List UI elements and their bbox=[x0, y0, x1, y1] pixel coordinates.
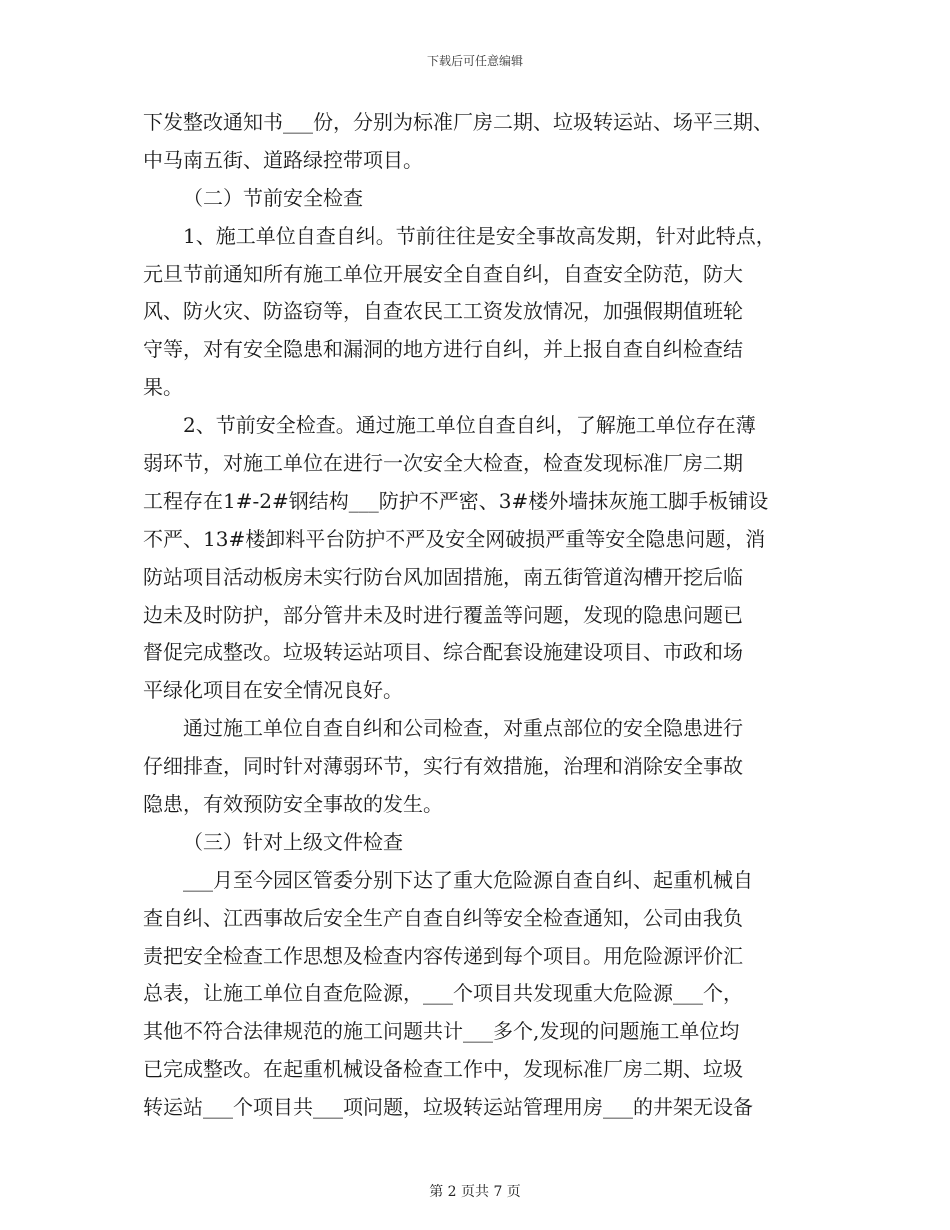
text-line: 仔细排查，同时针对薄弱环节，实行有效措施，治理和消除安全事故 bbox=[143, 754, 743, 779]
text-line: 1、施工单位自查自纠。节前往往是安全事故高发期，针对此特点， bbox=[183, 223, 776, 248]
text-line: 责把安全检查工作思想及检查内容传递到每个项目。用危险源评价汇 bbox=[143, 943, 743, 968]
text-line: 果。 bbox=[143, 375, 183, 400]
text-line: 其他不符合法律规范的施工问题共计___多个,发现的问题施工单位均 bbox=[143, 1019, 740, 1044]
text-line: 边未及时防护，部分管井未及时进行覆盖等问题，发现的隐患问题已 bbox=[143, 602, 743, 627]
text-line: 查自纠、江西事故后安全生产自查自纠等安全检查通知，公司由我负 bbox=[143, 905, 743, 930]
text-line: 总表，让施工单位自查危险源，___个项目共发现重大危险源___个， bbox=[143, 981, 743, 1006]
text-line: 弱环节，对施工单位在进行一次安全大检查，检查发现标准厂房二期 bbox=[143, 451, 743, 476]
document-body bbox=[143, 104, 811, 1127]
text-line: 元旦节前通知所有施工单位开展安全自查自纠，自查安全防范，防大 bbox=[143, 261, 743, 286]
page-header: 下载后可任意编辑 bbox=[426, 54, 523, 68]
text-line: ___月至今园区管委分别下达了重大危险源自查自纠、起重机械自 bbox=[183, 867, 753, 892]
text-line: 转运站___个项目共___项问题，垃圾转运站管理用房___的井架无设备 bbox=[143, 1095, 753, 1120]
text-line: 通过施工单位自查自纠和公司检查，对重点部位的安全隐患进行 bbox=[183, 716, 743, 741]
text-line: 已完成整改。在起重机械设备检查工作中，发现标准厂房二期、垃圾 bbox=[143, 1057, 743, 1082]
text-line: 工程存在1#-2#钢结构___防护不严密、3#楼外墙抹灰施工脚手板铺设 bbox=[143, 488, 769, 513]
text-line: 下发整改通知书___份，分别为标准厂房二期、垃圾转运站、场平三期、 bbox=[143, 110, 773, 134]
text-line: 督促完成整改。垃圾转运站项目、综合配套设施建设项目、市政和场 bbox=[143, 640, 743, 665]
text-line: 2、节前安全检查。通过施工单位自查自纠，了解施工单位存在薄 bbox=[183, 413, 756, 438]
text-line: 隐患，有效预防安全事故的发生。 bbox=[143, 792, 443, 817]
page-footer: 第 2 页共 7 页 bbox=[429, 1184, 521, 1200]
text-line: 守等，对有安全隐患和漏洞的地方进行自纠，并上报自查自纠检查结 bbox=[143, 337, 743, 362]
text-line: 风、防火灾、防盗窃等，自查农民工工资发放情况，加强假期值班轮 bbox=[143, 299, 743, 324]
text-line: 平绿化项目在安全情况良好。 bbox=[143, 678, 403, 703]
text-line: （二）节前安全检查 bbox=[183, 185, 363, 210]
text-line: 防站项目活动板房未实行防台风加固措施，南五街管道沟槽开挖后临 bbox=[143, 564, 743, 589]
text-line: 不严、13#楼卸料平台防护不严及安全网破损严重等安全隐患问题，消 bbox=[143, 526, 766, 551]
text-line: （三）针对上级文件检查 bbox=[183, 829, 403, 854]
text-line: 中马南五街、道路绿控带项目。 bbox=[143, 147, 423, 172]
